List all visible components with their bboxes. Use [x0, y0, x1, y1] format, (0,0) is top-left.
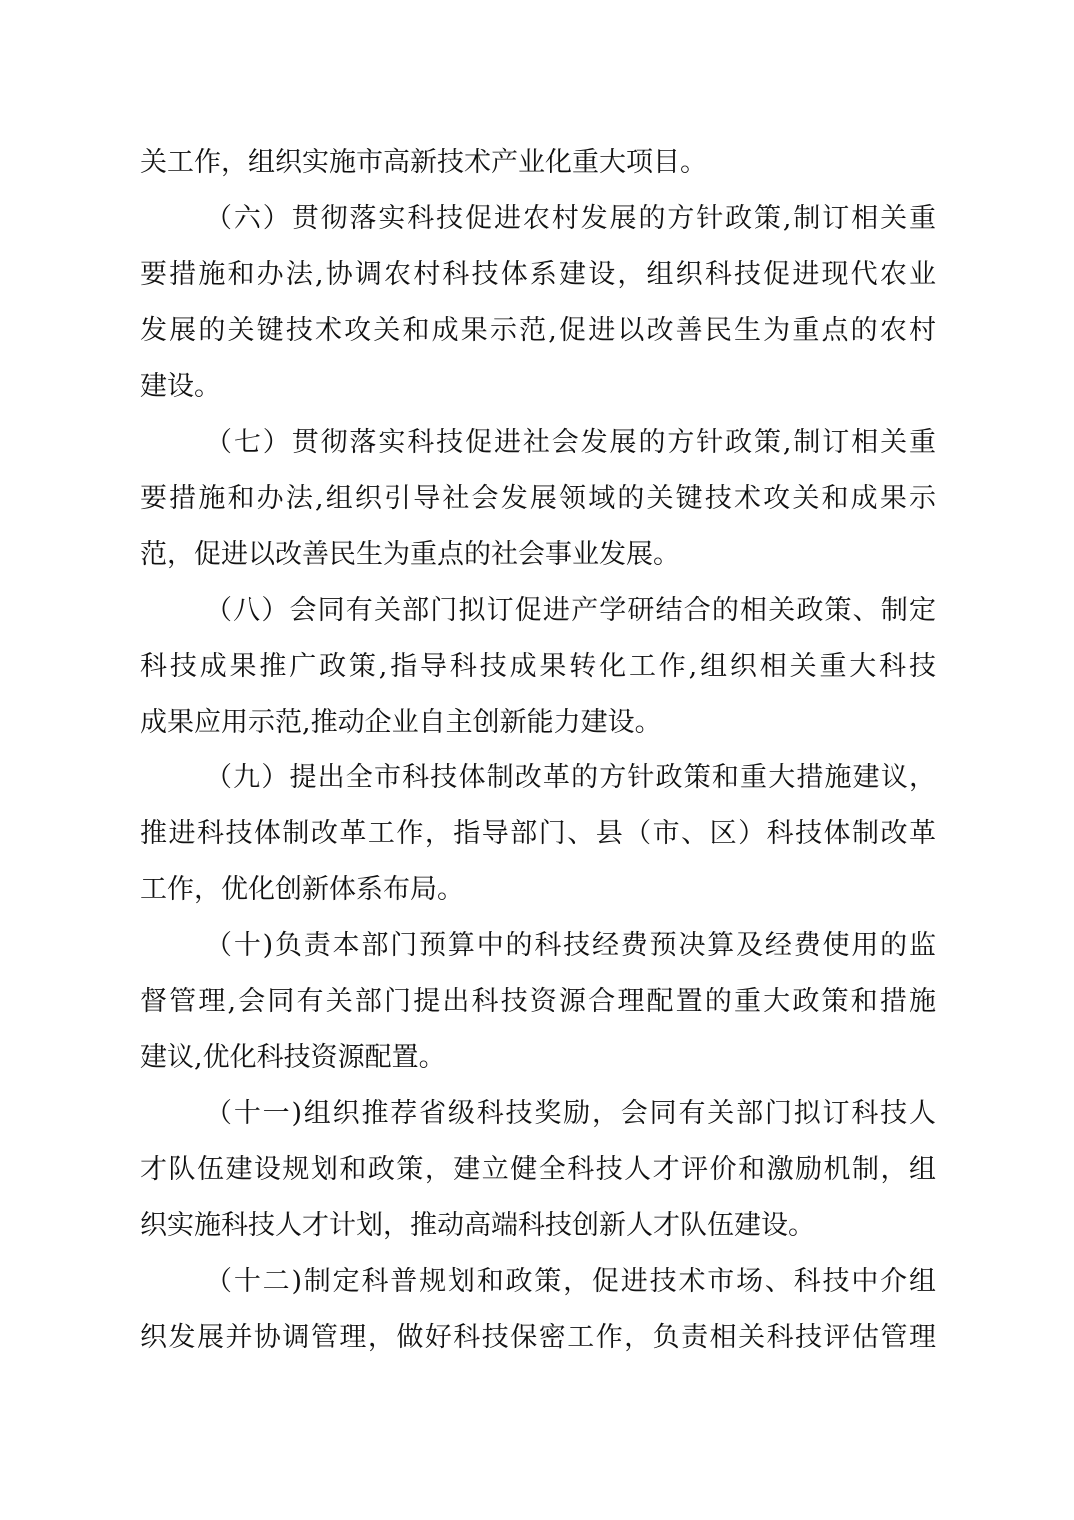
paragraph-5-line: 建议,优化科技资源配置。 [140, 1042, 446, 1074]
paragraph-4-line: 工作，优化创新体系布局。 [140, 874, 464, 906]
paragraph-0-line: 关工作，组织实施市高新技术产业化重大项目。 [140, 147, 707, 178]
paragraph-2-line: （七）贯彻落实科技促进社会发展的方针政策,制订相关重 [205, 426, 936, 458]
paragraph-1-line: 要措施和办法,协调农村科技体系建设，组织科技促进现代农业 [140, 258, 936, 290]
paragraph-1-line: （六）贯彻落实科技促进农村发展的方针政策,制订相关重 [205, 202, 936, 234]
paragraph-1-line: 建设。 [140, 370, 221, 402]
paragraph-4-line: （九）提出全市科技体制改革的方针政策和重大措施建议， [205, 762, 936, 794]
paragraph-6-line: 织实施科技人才计划，推动高端科技创新人才队伍建设。 [140, 1210, 815, 1242]
paragraph-7-line: 织发展并协调管理，做好科技保密工作，负责相关科技评估管理 [140, 1321, 936, 1353]
paragraph-3-line: （八）会同有关部门拟订促进产学研结合的相关政策、制定 [205, 594, 936, 626]
paragraph-3-line: 成果应用示范,推动企业自主创新能力建设。 [140, 706, 662, 738]
paragraph-7-line: （十二)制定科普规划和政策，促进技术市场、科技中介组 [205, 1266, 936, 1297]
paragraph-5-line: （十)负责本部门预算中的科技经费预决算及经费使用的监 [205, 930, 936, 962]
paragraph-6-line: 才队伍建设规划和政策，建立健全科技人才评价和激励机制，组 [140, 1154, 936, 1186]
paragraph-6-line: （十一)组织推荐省级科技奖励，会同有关部门拟订科技人 [205, 1098, 936, 1130]
paragraph-4-line: 推进科技体制改革工作，指导部门、县（市、区）科技体制改革 [140, 818, 936, 850]
paragraph-2-line: 范，促进以改善民生为重点的社会事业发展。 [140, 538, 680, 570]
paragraph-1-line: 发展的关键技术攻关和成果示范,促进以改善民生为重点的农村 [140, 314, 936, 346]
paragraph-2-line: 要措施和办法,组织引导社会发展领域的关键技术攻关和成果示 [140, 482, 936, 514]
paragraph-5-line: 督管理,会同有关部门提出科技资源合理配置的重大政策和措施 [140, 986, 936, 1018]
paragraph-3-line: 科技成果推广政策,指导科技成果转化工作,组织相关重大科技 [140, 650, 936, 682]
